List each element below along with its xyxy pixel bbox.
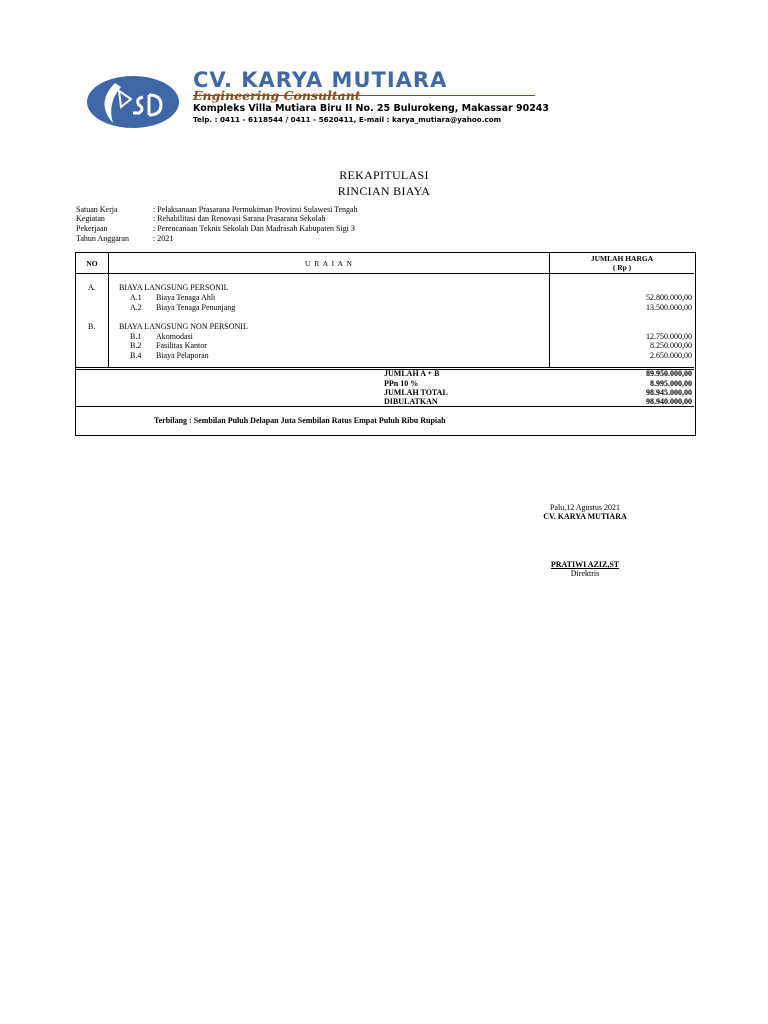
totals-divider (76, 406, 694, 407)
info-label-kegiatan: Kegiatan (76, 214, 105, 223)
info-value-pekerjaan: : Perencanaan Teknis Sekolah Dan Madrasah Kabupaten Sigi 3 (153, 224, 355, 233)
document-title: REKAPITULASI (339, 168, 429, 182)
signature-position: Direktris (570, 569, 600, 578)
total-amount-jumlah-total: 98.945.000,00 (646, 388, 692, 397)
col-divider-no (108, 253, 109, 368)
info-value-kegiatan: : Rehabilitasi dan Renovasi Sarana Prasarana Sekolah (153, 214, 326, 223)
total-label-ppn: PPn 10 % (384, 379, 419, 388)
info-value-tahun-anggaran: : 2021 (153, 234, 174, 243)
signature-name: PRATIWI AZIZ,ST (550, 560, 620, 569)
header-divider (76, 273, 694, 274)
item-code: A.1 (130, 293, 142, 302)
item-amount: 2.650.000,00 (650, 351, 692, 360)
info-label-tahun-anggaran: Tahun Anggaran (76, 234, 129, 243)
item-code: B.4 (130, 351, 142, 360)
company-contact: Telp. : 0411 - 6118544 / 0411 - 5620411, E-mail : karya_mutiara@yahoo.com (193, 115, 502, 124)
section-no-a: A. (88, 283, 96, 292)
company-logo (85, 73, 185, 129)
company-subtitle: Engineering Consultant (193, 88, 361, 103)
item-amount: 12.750.000,00 (646, 332, 692, 341)
total-amount-ppn: 8.995.000,00 (650, 379, 692, 388)
info-value-satuan-kerja: : Pelaksanaan Prasarana Permukiman Provinsi Sulawesi Tengah (153, 205, 358, 214)
total-label-jumlah-total: JUMLAH TOTAL (384, 388, 448, 397)
section-no-b: B. (88, 322, 96, 331)
total-label-dibulatkan: DIBULATKAN (384, 397, 438, 406)
body-divider (76, 367, 694, 368)
item-code: B.2 (130, 341, 142, 350)
header-uraian: U R A I A N (305, 259, 353, 268)
company-address: Kompleks Villa Mutiara Biru II No. 25 Bulurokeng, Makassar 90243 (193, 103, 550, 114)
company-name: CV. KARYA MUTIARA (193, 68, 448, 92)
item-name: Fasilitas Kantor (156, 341, 207, 350)
item-name: Biaya Pelaporan (156, 351, 209, 360)
header-no: NO (86, 259, 98, 268)
document-subtitle: RINCIAN BIAYA (337, 184, 431, 198)
signature-company: CV. KARYA MUTIARA (543, 512, 627, 521)
item-name: Biaya Tenaga Ahli (156, 293, 216, 302)
item-code: B.1 (130, 332, 142, 341)
header-jumlah-unit: ( Rp ) (612, 263, 632, 272)
item-amount: 52.800.000,00 (646, 293, 692, 302)
item-code: A.2 (130, 303, 142, 312)
total-amount-jumlah: 89.950.000,00 (646, 369, 692, 378)
cost-table (75, 252, 696, 436)
info-label-pekerjaan: Pekerjaan (76, 224, 108, 233)
header-jumlah-harga: JUMLAH HARGA (590, 254, 654, 263)
total-amount-dibulatkan: 98.940.000,00 (646, 397, 692, 406)
item-amount: 8.250.000,00 (650, 341, 692, 350)
item-name: Akomodasi (156, 332, 193, 341)
section-title-a: BIAYA LANGSUNG PERSONIL (119, 283, 229, 292)
section-title-b: BIAYA LANGSUNG NON PERSONIL (119, 322, 248, 331)
item-amount: 13.500.000,00 (646, 303, 692, 312)
item-name: Biaya Tenaga Penunjang (156, 303, 236, 312)
terbilang-text: Terbilang : Sembilan Puluh Delapan Juta Sembilan Ratus Empat Puluh Ribu Rupiah (154, 416, 446, 425)
signature-place-date: Palu,12 Agustus 2021 (549, 503, 620, 512)
total-label-jumlah: JUMLAH A + B (384, 369, 440, 378)
info-label-satuan-kerja: Satuan Kerja (76, 205, 118, 214)
